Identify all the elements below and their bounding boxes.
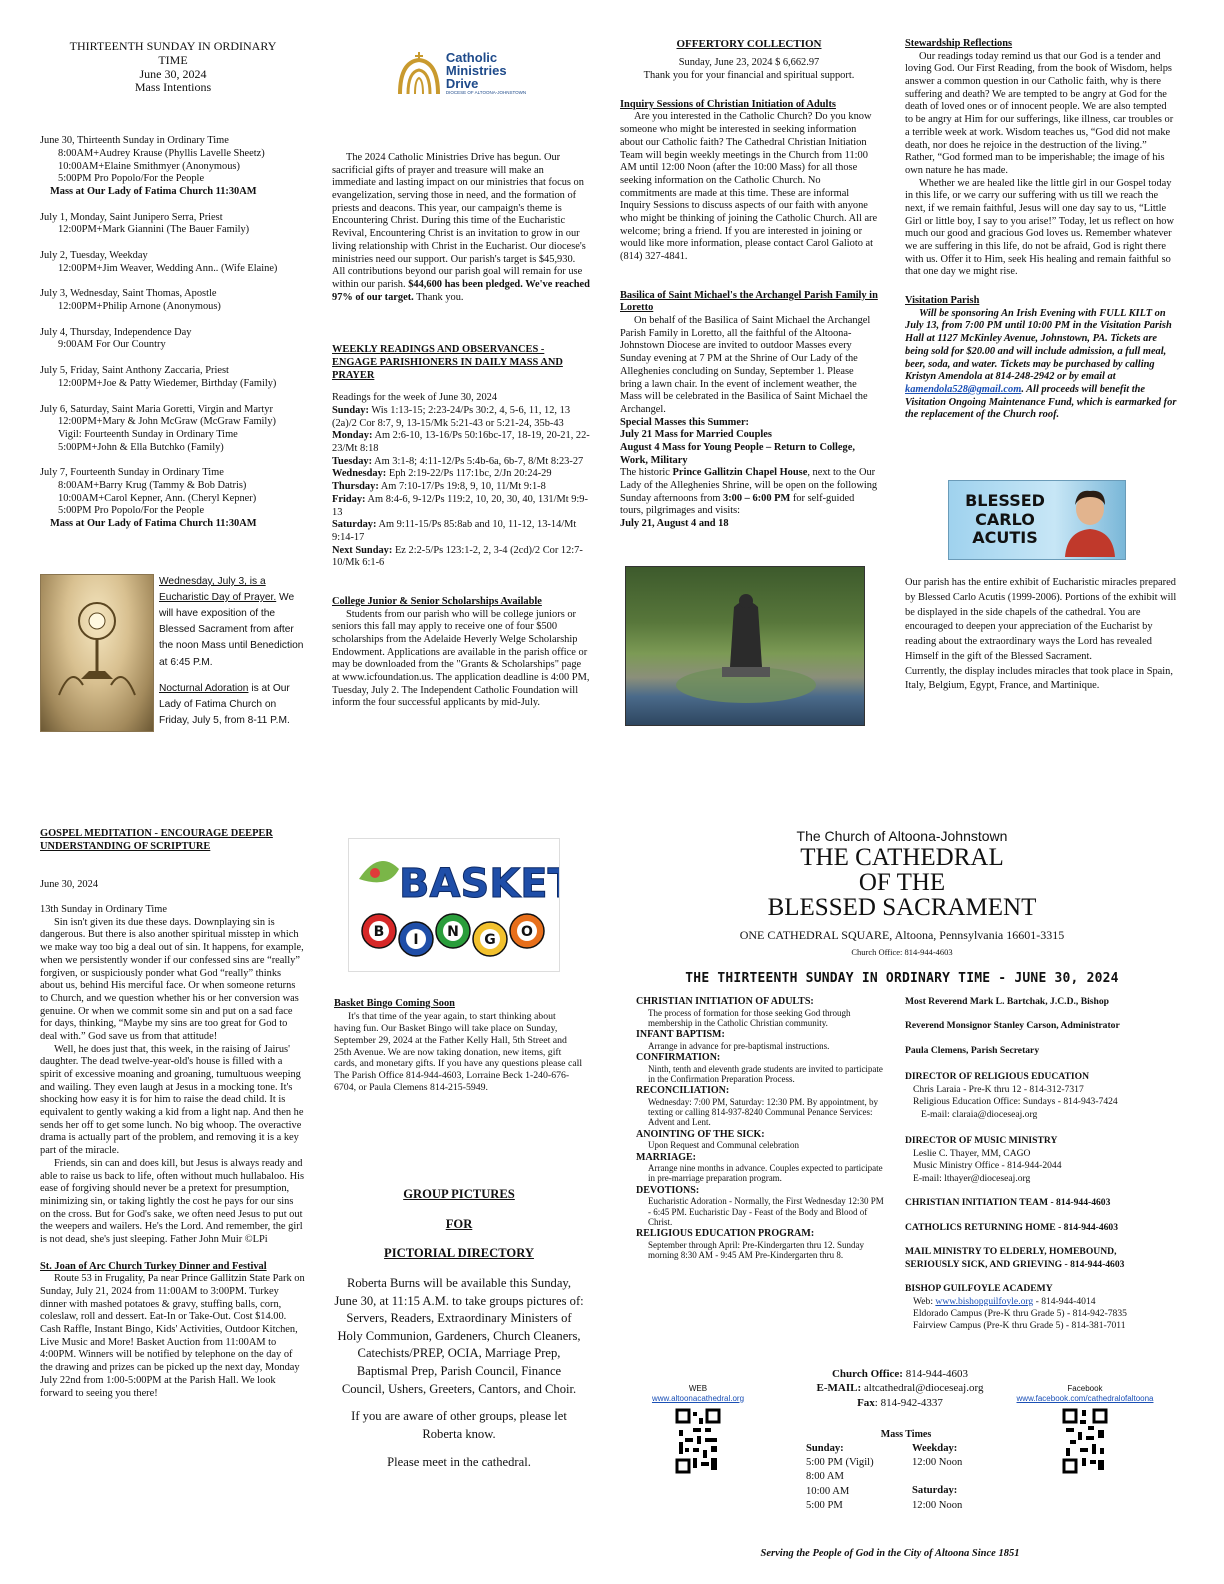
mass-times-heading: Mass Times xyxy=(880,1429,932,1440)
administrator-line: Reverend Monsignor Stanley Carson, Administrator xyxy=(905,1020,1120,1032)
visitation-text: Will be sponsoring An Irish Evening with FULL KILT on July 13, from 7:00 PM until 10:00 PM in the Visitation Parish Hall at 1127 McKinley Avenue, Johnstown, PA. Tickets are being sold for $20.00 and will include admission, a full meal, beer, soda, and water. Tickets may be purchased by calling Kristyn Amendola at 814-248-2942 or by email at kamendola528@gmail.com. All proceeds will benefit the Visitation Ongoing Maintenance Fund, which is earmarked for the replacement of the Church roof. xyxy=(905,307,1177,421)
bingo-letter: N xyxy=(447,924,459,940)
facebook-link[interactable]: www.facebook.com/cathedralofaltoona xyxy=(1016,1393,1154,1403)
music-line-2: Music Ministry Office - 814-944-2044 xyxy=(913,1160,1062,1172)
sunday-mass-time: 5:00 PM (Vigil) xyxy=(806,1457,874,1468)
dre-line-2: Religious Education Office: Sundays - 814-943-7424 xyxy=(913,1096,1118,1108)
group-pictures-text-2: If you are aware of other groups, please let Roberta know. xyxy=(351,1409,567,1441)
facebook-qr-block xyxy=(998,1384,1172,1474)
music-email: E-mail: lthayer@dioceseaj.org xyxy=(913,1172,1031,1184)
contact-office: Church Office: 814-944-4603 xyxy=(831,1368,969,1380)
intention-day xyxy=(40,212,306,237)
intention-day xyxy=(40,288,306,313)
intention-line: 8:00AM+Audrey Krause (Phyllis Lavelle Sheetz) xyxy=(58,147,265,159)
bingo-letter: B xyxy=(373,924,385,940)
contact-email: E-MAIL: altcathedral@dioceseaj.org xyxy=(816,1382,984,1395)
reading-entry xyxy=(332,468,590,481)
intention-line: 9:00AM For Our Country xyxy=(58,339,166,351)
group-pictures-column xyxy=(334,1186,584,1471)
cathedral-logo-icon xyxy=(396,48,442,98)
reading-day: Saturday: xyxy=(332,519,377,531)
cathedral-address: ONE CATHEDRAL SQUARE, Altoona, Pennsylvania 16601-3315 xyxy=(739,928,1065,943)
intention-day-heading: July 1, Monday, Saint Junipero Serra, Priest xyxy=(40,211,223,223)
reading-entry xyxy=(332,519,590,544)
cathedral-name-1: THE CATHEDRAL xyxy=(800,844,1004,872)
visitation-email-link[interactable]: kamendola528@gmail.com xyxy=(905,383,1022,395)
college-scholarship-text: Students from our parish who will be college juniors or seniors this fall may apply to receive one of four $500 scholarships from the Adelaide Heverly Welge Scholarship Endowment. Applications are available in the parish office or may be downloaded from the "Grants & Scholarships" page at www.icfoundation.us. The application deadline is 4:00 PM, Tuesday, July 2. The Independent Catholic Foundation will inform the four successful applicants by mid-July. xyxy=(332,608,590,709)
sunday-mass-time: 8:00 AM xyxy=(806,1471,844,1483)
intention-day xyxy=(40,327,306,352)
reading-day: Monday: xyxy=(332,430,373,442)
chapel-dates: July 21, August 4 and 18 xyxy=(620,518,729,530)
intention-line: Vigil: Fourteenth Sunday in Ordinary Time xyxy=(58,428,238,440)
music-heading: DIRECTOR OF MUSIC MINISTRY xyxy=(905,1135,1058,1147)
sacrament-heading: RELIGIOUS EDUCATION PROGRAM: xyxy=(636,1228,815,1240)
sacrament-heading: DEVOTIONS: xyxy=(636,1184,700,1196)
intention-day xyxy=(40,250,306,275)
reading-day: Thursday: xyxy=(332,481,379,493)
reading-text: Am 8:4-6, 9-12/Ps 119:2, 10, 20, 30, 40, 131/Mt 9:9-13 xyxy=(332,493,588,518)
intention-line: 12:00PM+Jim Weaver, Wedding Ann.. (Wife Elaine) xyxy=(58,262,278,274)
offertory-heading: OFFERTORY COLLECTION xyxy=(676,38,822,50)
sacrament-heading: MARRIAGE: xyxy=(636,1151,696,1163)
intention-line: 5:00PM+John & Ella Butchko (Family) xyxy=(58,441,224,453)
staff-directory xyxy=(905,996,1177,1333)
reading-text: Am 7:10-17/Ps 19:8, 9, 10, 11/Mt 9:1-8 xyxy=(378,481,546,493)
intention-day-heading: July 2, Tuesday, Weekday xyxy=(40,250,148,261)
mass-intentions-column xyxy=(40,40,306,544)
stewardship-paragraph-1: Our readings today remind us that our God is a tender and loving God. Our First Reading, from the book of Wisdom, helps answer a common question in our Catholic faith, why is there suffering and death? We are tempted to be angry at God for the death of loved ones or of innocent people. We are also tempted to be angry at Him for our sufferings, like illness, car troubles or a terrible week at work. Wisdom teaches us, “God did not make death, nor does he rejoice in the destruction of the living.” Rather, “God formed man to be imperishable; the image of his own nature he has made. xyxy=(905,50,1174,176)
sunday-times xyxy=(806,1456,912,1514)
cmd-logo-sub: DIOCESE OF ALTOONA-JOHNSTOWN xyxy=(445,89,527,95)
readings-list xyxy=(332,405,590,570)
sacrament-heading: CHRISTIAN INITIATION OF ADULTS: xyxy=(636,996,814,1007)
intention-line: 8:00AM+Barry Krug (Tammy & Bob Datris) xyxy=(58,479,247,491)
prayer-day-link[interactable]: Wednesday, July 3, is a Eucharistic Day of Prayer. xyxy=(159,576,277,604)
group-pictures-heading-2: FOR xyxy=(445,1216,473,1231)
academy-web-link[interactable]: www.bishopguilfoyle.org xyxy=(935,1295,1034,1307)
sacrament-text: Wednesday: 7:00 PM, Saturday: 12:30 PM. By appointment, by texting or calling 814-937-8240 Communal Penance Services: Advent and Lent. xyxy=(648,1096,879,1128)
chapel-house-text: The historic Prince Gallitzin Chapel House, next to the Our Lady of the Alleghenies Shrine, will be open on the following Sunday afternoons from 3:00 – 6:00 PM for self-guided tours, pilgrimages and visits: xyxy=(620,467,878,517)
bishop-line: Most Reverend Mark L. Bartchak, J.C.D., Bishop xyxy=(905,996,1109,1007)
cmd-logo-text: Catholic Ministries Drive xyxy=(445,49,507,91)
catholic-ministries-column xyxy=(332,44,590,710)
special-masses-heading: Special Masses this Summer: xyxy=(620,416,750,428)
sacraments-list xyxy=(636,996,884,1262)
inquiry-heading: Inquiry Sessions of Christian Initiation of Adults xyxy=(620,98,836,110)
reading-entry xyxy=(332,405,590,430)
reading-text: Wis 1:13-15; 2:23-24/Ps 30:2, 4, 5-6, 11, 12, 13 (2a)/2 Cor 8:7, 9, 13-15/Mk 5:21-43 or 5:21-24, 35b-43 xyxy=(332,405,571,429)
reading-text: Am 2:6-10, 13-16/Ps 50:16bc-17, 18-19, 20-21, 22-23/Mt 8:18 xyxy=(332,430,590,455)
special-mass-1: July 21 Mass for Married Couples xyxy=(620,429,772,441)
inquiry-text: Are you interested in the Catholic Church? Do you know someone who might be interested in seeking information about our Catholic faith? The Cathedral Christian Initiation Team will begin weekly meetings in the Church from 11:00 AM until 12:00 Noon (after the 10:00 Mass) for all those seeking information on the Catholic Church. No commitments are made at this time. These are informal Inquiry Sessions to discuss aspects of our faith with anyone who might be thinking of joining the Catholic Church. All are welcome; bring a friend. If you are interested in joining or would like more information, please contact Carol Galioto at (814) 327-4841. xyxy=(620,111,878,263)
church-of: The Church of Altoona-Johnstown xyxy=(796,828,1008,844)
intention-day-heading: July 7, Fourteenth Sunday in Ordinary Time xyxy=(40,467,224,479)
dre-line-1: Chris Laraia - Pre-K thru 12 - 814-312-7317 xyxy=(913,1083,1084,1095)
special-mass-2: August 4 Mass for Young People – Return to College, Work, Military xyxy=(620,441,855,466)
carlo-line-3: ACUTIS xyxy=(972,528,1038,548)
reading-day: Wednesday: xyxy=(332,468,387,480)
shrine-garden-photo xyxy=(625,566,865,726)
carlo-acutis-banner xyxy=(948,480,1126,560)
academy-fairview: Fairview Campus (Pre-K thru Grade 5) - 814-381-7011 xyxy=(913,1320,1126,1332)
facebook-label: Facebook xyxy=(1067,1384,1103,1393)
gospel-paragraph-1: Sin isn't given its due these days. Downplaying sin is dangerous. But there is also another spiritual misstep in which we make way too big a deal out of sin. It happens, for example, when we persistently wonder if our confessed sins are “really” forgiven, or suspiciously ponder what God “really” thinks about us, behind His merciful face. Or when someone returns to Church, and we question whether his or her conversion was genuine. Or when we commit some sin and put on a sad face for days, thinking, “Maybe my sins are too great for God to deal with.” God save us from that attitude! xyxy=(40,916,304,1042)
gospel-paragraph-3: Friends, sin can and does kill, but Jesus is always ready and able to raise us back to life, often without much hullabaloo. His ease of forgiving should never be a pretext for presumption, minimizing sin, or taking lightly the cost he pays for our sins on the cross. But for God's sake, we often need Jesus to put out the weepers and wailers. He's the Lord. And remember, the girl is not dead, she's just sleeping. Father John Muir ©LPi xyxy=(40,1157,305,1245)
carlo-line-2: CARLO xyxy=(975,509,1035,529)
stewardship-paragraph-2: Whether we are healed like the little girl in our Gospel today in this life, or we carry our suffering with us till we reach the next, if we remain faithful, Jesus will one day say to us, “Little Girl or little boy, I say to you arise!” Today, let us reflect on how much our good and gracious God loves us. Remember whatever we are suffering in this life, do not be afraid, God is right there with us. Offer it to Him, seek His healing and remain faithful so that one day we might rise. xyxy=(905,177,1174,278)
group-pictures-heading-3: PICTORIAL DIRECTORY xyxy=(384,1246,534,1261)
sacrament-heading: INFANT BAPTISM: xyxy=(636,1029,725,1041)
joan-of-arc-heading: St. Joan of Arc Church Turkey Dinner and Festival xyxy=(40,1260,267,1272)
reading-entry xyxy=(332,494,590,519)
saturday-time: 12:00 Noon xyxy=(912,1499,963,1511)
intention-day-heading: July 5, Friday, Saint Anthony Zaccaria, Priest xyxy=(40,365,229,377)
bingo-letter: G xyxy=(484,932,496,948)
intention-line: 12:00PM+Joe & Patty Wiedemer, Birthday (Family) xyxy=(58,377,277,389)
offertory-column xyxy=(620,38,878,531)
intention-day-heading: July 3, Wednesday, Saint Thomas, Apostle xyxy=(40,288,217,300)
cathedral-masthead xyxy=(632,828,1172,987)
intention-day xyxy=(40,365,306,390)
academy-eldorado: Eldorado Campus (Pre-K thru Grade 5) - 814-942-7835 xyxy=(913,1307,1127,1319)
joan-of-arc-text: Route 53 in Frugality, Pa near Prince Gallitzin State Park on Sunday, July 21, 2024 from 11:00AM to 3:00PM. Turkey dinner with mashed potatoes & gravy, stuffing balls, corn, coleslaw, roll and dessert. Eat-In or Take-Out. Cost $14.00. Cash Raffle, Instant Bingo, Kids' Activities, Outdoor Kitchen, Live Music and More! Basket Auction from 11:00AM to 4:00PM. Winners will be notified by telephone on the day of the drawing and prizes can be picked up the next day, Monday July 22nd from 1:00-5:00PM at the Parish Hall. We look forward to seeing you there! xyxy=(40,1273,305,1399)
cathedral-office: Church Office: 814-944-4603 xyxy=(851,946,953,957)
reading-day: Sunday: xyxy=(332,405,369,416)
fatima-mass-line: Mass at Our Lady of Fatima Church 11:30AM xyxy=(50,185,257,197)
reading-text: Ez 2:2-5/Ps 123:1-2, 2, 3-4 (2cd)/2 Cor 12:7-10/Mk 6:1-6 xyxy=(332,544,583,569)
intention-line: 5:00PM Pro Popolo/For the People xyxy=(58,505,205,517)
intentions-subtitle: Mass Intentions xyxy=(134,80,212,95)
mail-ministry-line-2: SERIOUSLY SICK, AND GRIEVING - 814-944-4603 xyxy=(905,1258,1125,1270)
basket-bingo-column xyxy=(334,998,584,1094)
intention-day xyxy=(40,467,306,530)
reading-entry xyxy=(332,456,590,469)
sunday-banner: THE THIRTEENTH SUNDAY IN ORDINARY TIME - JUNE 30, 2024 xyxy=(685,971,1119,987)
web-qr-block xyxy=(636,1384,760,1474)
reading-entry xyxy=(332,481,590,494)
facebook-qr-code-icon[interactable] xyxy=(1062,1408,1108,1474)
offertory-thanks: Thank you for your financial and spiritual support. xyxy=(643,70,855,82)
gospel-paragraph-2: Well, he does just that, this week, in the raising of Jairus' daughter. The dead twelve-year-old's house is filled with a spirit of excessive moaning and groaning, tumultuous weeping and wailing. They even laugh at Jesus in a mocking tone. It's shocking how easy it is for him to raise the dead child. It is equivalent to gently waking a kid from a light nap. And then he sends her off to get some lunch. No big whoop. The overactive drama is actually part of the problem, and removing it is a key part of the miracle. xyxy=(40,1043,304,1157)
sacrament-text: Upon Request and Communal celebration xyxy=(648,1140,799,1151)
web-label: WEB xyxy=(688,1384,708,1393)
stewardship-column xyxy=(905,38,1177,422)
basilica-heading: Basilica of Saint Michael's the Archangel Parish Family in Loretto xyxy=(620,289,878,314)
sacrament-text: Arrange in advance for pre-baptismal instructions. xyxy=(648,1040,830,1051)
cathedral-name-2: OF THE xyxy=(858,869,946,897)
intentions-title-line1: THIRTEENTH SUNDAY IN ORDINARY xyxy=(69,39,277,53)
gospel-heading: GOSPEL MEDITATION - ENCOURAGE DEEPER UNDERSTANDING OF SCRIPTURE xyxy=(40,828,273,852)
nocturnal-adoration-link[interactable]: Nocturnal Adoration xyxy=(159,682,249,694)
dre-heading: DIRECTOR OF RELIGIOUS EDUCATION xyxy=(905,1071,1089,1083)
basket-bingo-logo xyxy=(348,838,560,972)
christian-initiation-line: CHRISTIAN INITIATION TEAM - 814-944-4603 xyxy=(905,1197,1111,1209)
sunday-label: Sunday: xyxy=(806,1442,844,1454)
bingo-letter: O xyxy=(521,924,533,940)
intention-line: 10:00AM+Carol Kepner, Ann. (Cheryl Kepner) xyxy=(58,492,257,504)
sunday-mass-time: 5:00 PM xyxy=(806,1500,843,1512)
sacrament-heading: CONFIRMATION: xyxy=(636,1052,721,1064)
carlo-acutis-text: Our parish has the entire exhibit of Eucharistic miracles prepared by Blessed Carlo Acutis (1999-2006). Portions of the exhibit will be displayed in the side chapels of the cathedral. You are encouraged to deepen your appreciation of the Eucharist by reading about the extraordinary ways the Lord has revealed Himself in the gift of the Blessed Sacrament. Currently, the display includes miracles that took place in Spain, Italy, Belgium, Egypt, France, and Martinique. xyxy=(905,577,1177,692)
reading-day: Friday: xyxy=(332,493,366,505)
reading-entry xyxy=(332,430,590,455)
intention-line: 5:00PM Pro Popolo/For the People xyxy=(58,173,205,185)
basilica-text: On behalf of the Basilica of Saint Michael the Archangel Parish Family in Loretto, all the faithful of the Altoona-Johnstown Diocese are invited to outdoor Masses every Sunday evening at 7 PM at the Shrine of Our Lady of the Alleghenies concluding on Sunday, September 1. Please bring a lawn chair. In the event of inclement weather, the Mass will be celebrated in the Basilica of Saint Michael the Archangel. xyxy=(620,315,871,415)
basket-bingo-heading: Basket Bingo Coming Soon xyxy=(334,998,455,1009)
intention-line: 12:00PM+Mary & John McGraw (McGraw Family) xyxy=(58,416,276,428)
carlo-portrait-icon xyxy=(1061,483,1119,557)
sacrament-text: September through April: Pre-Kindergarten thru 12. Sunday morning 8:30 AM - 9:45 AM Pre-Kindergarten thru 8. xyxy=(648,1239,865,1261)
offertory-amount: Sunday, June 23, 2024 $ 6,662.97 xyxy=(678,57,820,69)
college-scholarship-heading: College Junior & Senior Scholarships Available xyxy=(332,595,542,607)
prayer-day-text: Wednesday, July 3, is a Eucharistic Day of Prayer. We will have exposition of the Blessed Sacrament from after the noon Mass until Benediction at 6:45 P.M. Nocturnal Adoration is at Our Lady of Fatima Church on Friday, July 5, from 8-11 P.M. xyxy=(159,576,304,726)
mail-ministry-line-1: MAIL MINISTRY TO ELDERLY, HOMEBOUND, xyxy=(905,1246,1117,1258)
secretary-line: Paula Clemens, Parish Secretary xyxy=(905,1044,1040,1056)
weekly-readings-heading: WEEKLY READINGS AND OBSERVANCES - ENGAGE PARISHIONERS IN DAILY MASS AND PRAYER xyxy=(332,344,563,381)
fatima-mass-line: Mass at Our Lady of Fatima Church 11:30AM xyxy=(50,518,257,529)
intention-line: 12:00PM+Mark Giannini (The Bauer Family) xyxy=(58,224,250,236)
academy-heading: BISHOP GUILFOYLE ACADEMY xyxy=(905,1283,1053,1295)
intention-day xyxy=(40,404,306,455)
contact-fax: Fax: 814-942-4337 xyxy=(857,1396,943,1409)
intentions-list xyxy=(40,135,306,531)
intention-line: 12:00PM+Philip Arnone (Anonymous) xyxy=(58,301,221,313)
weekday-time: 12:00 Noon xyxy=(912,1457,963,1468)
basket-bingo-icon xyxy=(349,839,559,971)
sacrament-heading: ANOINTING OF THE SICK: xyxy=(636,1128,765,1140)
mass-times-block xyxy=(806,1428,1006,1514)
reading-text: Eph 2:19-22/Ps 117:1bc, 2/Jn 20:24-29 xyxy=(386,468,552,480)
stewardship-heading: Stewardship Reflections xyxy=(905,38,1013,49)
group-pictures-text: Roberta Burns will be available this Sunday, June 30, at 11:15 A.M. to take groups pictures of: Servers, Readers, Extraordinary Ministers of Holy Communion, Gardeners, Church Cleaners, Catechists/PREP, OCIA, Marriage Prep, Baptismal Prep, Parish Council, Finance Council, Ushers, Greeters, Cantors, and Choir. xyxy=(334,1275,584,1396)
sacrament-text: Ninth, tenth and eleventh grade students are invited to participate in the Confirmation Preparation Process. xyxy=(648,1063,883,1084)
sacrament-text: The process of formation for those seeking God through membership in the Catholic Christian community. xyxy=(648,1007,851,1028)
intentions-title-line2: TIME xyxy=(158,52,188,67)
web-qr-code-icon[interactable] xyxy=(675,1408,721,1474)
visitation-heading: Visitation Parish xyxy=(905,295,980,307)
reading-day: Next Sunday: xyxy=(332,544,393,556)
web-link[interactable]: www.altoonacathedral.org xyxy=(651,1393,745,1403)
intention-line: 10:00AM+Elaine Smithmyer (Anonymous) xyxy=(58,160,240,172)
sacrament-text: Eucharistic Adoration - Normally, the First Wednesday 12:30 PM - 6:45 PM. Eucharistic Day - Feast of the Body and Blood of Christ. xyxy=(648,1196,884,1227)
bingo-letter: I xyxy=(413,932,419,948)
sacrament-text: Arrange nine months in advance. Couples expected to participate in pre-marriage preparation program. xyxy=(648,1163,883,1184)
footer-tagline: Serving the People of God in the City of Altoona Since 1851 xyxy=(760,1548,1020,1559)
shrine-statue-icon xyxy=(626,567,864,725)
reading-entry xyxy=(332,545,590,570)
basket-word: BASKET xyxy=(399,861,559,907)
catholics-returning-line: CATHOLICS RETURNING HOME - 814-944-4603 xyxy=(905,1221,1119,1233)
gospel-sub: 13th Sunday in Ordinary Time xyxy=(40,904,168,916)
dre-email: E-mail: claraia@dioceseaj.org xyxy=(921,1108,1038,1120)
basket-bingo-text: It's that time of the year again, to start thinking about having fun. Our Basket Bingo will take place on Sunday, September 29, 2024 at the Father Kelly Hall, 5th Street and 25th Avenue. We are now taking donation, new items, gift cards, and monetary gifts. If you have any questions please call The Parish Office 814-944-4603, Lorraine Beck 1-240-676-6704, or Paula Clemens 814-215-5949. xyxy=(334,1010,583,1094)
cmd-logo xyxy=(332,44,590,102)
monstrance-image xyxy=(40,574,154,732)
sunday-mass-time: 10:00 AM xyxy=(806,1485,850,1497)
reading-text: Am 3:1-8; 4:11-12/Ps 5:4b-6a, 6b-7, 8/Mt 8:23-27 xyxy=(372,455,584,467)
weekday-label: Weekday: xyxy=(912,1442,958,1454)
music-line-1: Leslie C. Thayer, MM, CAGO xyxy=(913,1147,1031,1159)
sacrament-heading: RECONCILIATION: xyxy=(636,1085,730,1097)
reading-text: Am 9:11-15/Ps 85:8ab and 10, 11-12, 13-14/Mt 9:14-17 xyxy=(332,519,577,543)
group-pictures-heading-1: GROUP PICTURES xyxy=(403,1187,515,1201)
cmd-paragraph: The 2024 Catholic Ministries Drive has begun. Our sacrificial gifts of prayer and treasure will make an immediate and lasting impact on our ministries that focus on evangelization, serving those in need, and the formation of priests and deacons. This year, our campaign's theme is Encountering Christ. During this time of the Eucharistic Revival, Encountering Christ is an invitation to grow in our living relationship with Christ in the Eucharist. Our diocese's ministries need our support. Our parish's target is $45,930. All contributions beyond our parish goal will remain for use within our parish. $44,600 has been pledged. We've reached 97% of our target. Thank you. xyxy=(332,152,590,303)
intention-day-heading: June 30, Thirteenth Sunday in Ordinary Time xyxy=(40,135,229,147)
gospel-date: June 30, 2024 xyxy=(40,879,99,891)
group-pictures-text-3: Please meet in the cathedral. xyxy=(387,1454,531,1469)
cathedral-name-3: BLESSED SACRAMENT xyxy=(767,894,1037,922)
intentions-date: June 30, 2024 xyxy=(139,66,207,81)
saturday-label: Saturday: xyxy=(912,1485,958,1497)
intention-day xyxy=(40,135,306,198)
monstrance-icon xyxy=(41,575,153,731)
readings-intro: Readings for the week of June 30, 2024 xyxy=(332,392,498,404)
academy-web-line: Web: www.bishopguilfoyle.org - 814-944-4014 xyxy=(913,1295,1096,1307)
carlo-line-1: BLESSED xyxy=(965,491,1045,511)
gospel-meditation-column xyxy=(40,828,306,1400)
intention-day-heading: July 4, Thursday, Independence Day xyxy=(40,326,192,338)
intention-day-heading: July 6, Saturday, Saint Maria Goretti, Virgin and Martyr xyxy=(40,403,273,415)
reading-day: Tuesday: xyxy=(332,455,373,467)
